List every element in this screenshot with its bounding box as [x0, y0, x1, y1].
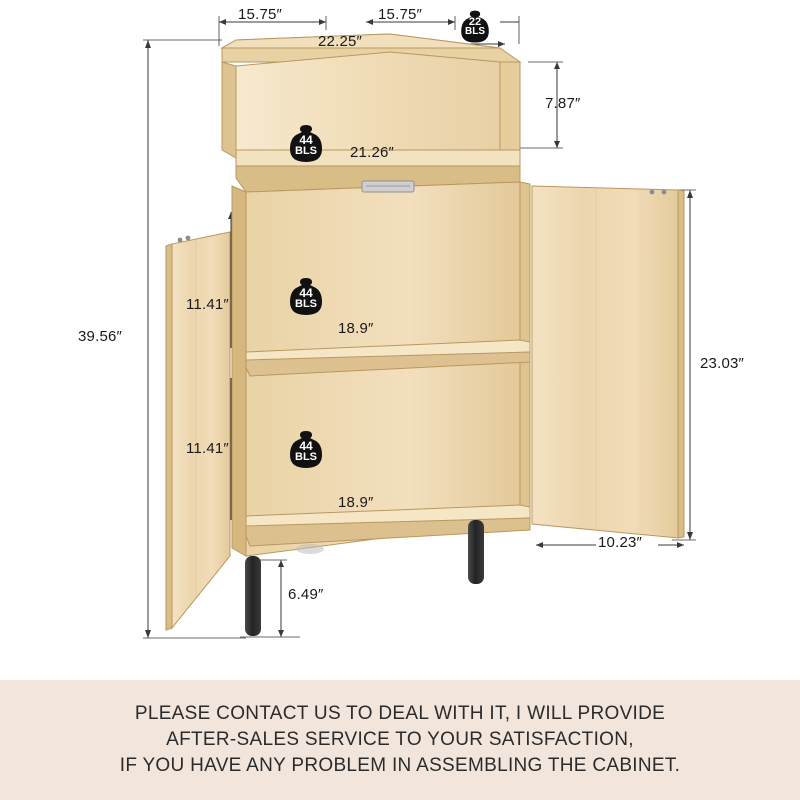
badge-text: 44 BLS — [295, 133, 317, 157]
dim-top-left-depth: 15.75″ — [238, 6, 283, 23]
dim-leg-height: 6.49″ — [288, 586, 324, 603]
dim-door-width: 10.23″ — [598, 534, 643, 551]
dim-top-compartment-height: 7.87″ — [545, 95, 581, 112]
dim-lower-shelf-width: 18.9″ — [338, 494, 374, 511]
dim-upper-interior-height: 11.41″ — [186, 296, 229, 313]
badge-top-surface-capacity — [456, 8, 494, 46]
badge-text: 44 BLS — [295, 439, 317, 463]
cabinet-handle — [362, 181, 414, 192]
right-door — [532, 186, 684, 538]
dim-top-front-width: 22.25″ — [318, 33, 363, 50]
banner-line-3: IF YOU HAVE ANY PROBLEM IN ASSEMBLING THE CABINET. — [119, 755, 681, 776]
badge-text: 22 BLS — [465, 16, 485, 37]
service-banner — [0, 680, 800, 800]
left-door — [166, 232, 230, 630]
banner-line-1: PLEASE CONTACT US TO DEAL WITH IT, I WILL PROVIDE — [134, 703, 666, 724]
dim-upper-shelf-width: 18.9″ — [338, 320, 374, 337]
dim-overall-height: 39.56″ — [78, 328, 123, 345]
banner-line-2: AFTER-SALES SERVICE TO YOUR SATISFACTION, — [166, 729, 634, 750]
dim-lower-interior-height: 11.41″ — [186, 440, 229, 457]
badge-middle-shelf-capacity — [284, 275, 328, 319]
dim-top-right-depth: 15.75″ — [378, 6, 423, 23]
dim-door-height: 23.03″ — [700, 355, 745, 372]
dim-middle-shelf-width: 21.26″ — [350, 144, 395, 161]
badge-top-shelf-capacity — [284, 122, 328, 166]
badge-text: 44 BLS — [295, 286, 317, 310]
cabinet-body — [222, 34, 530, 636]
badge-bottom-shelf-capacity — [284, 428, 328, 472]
